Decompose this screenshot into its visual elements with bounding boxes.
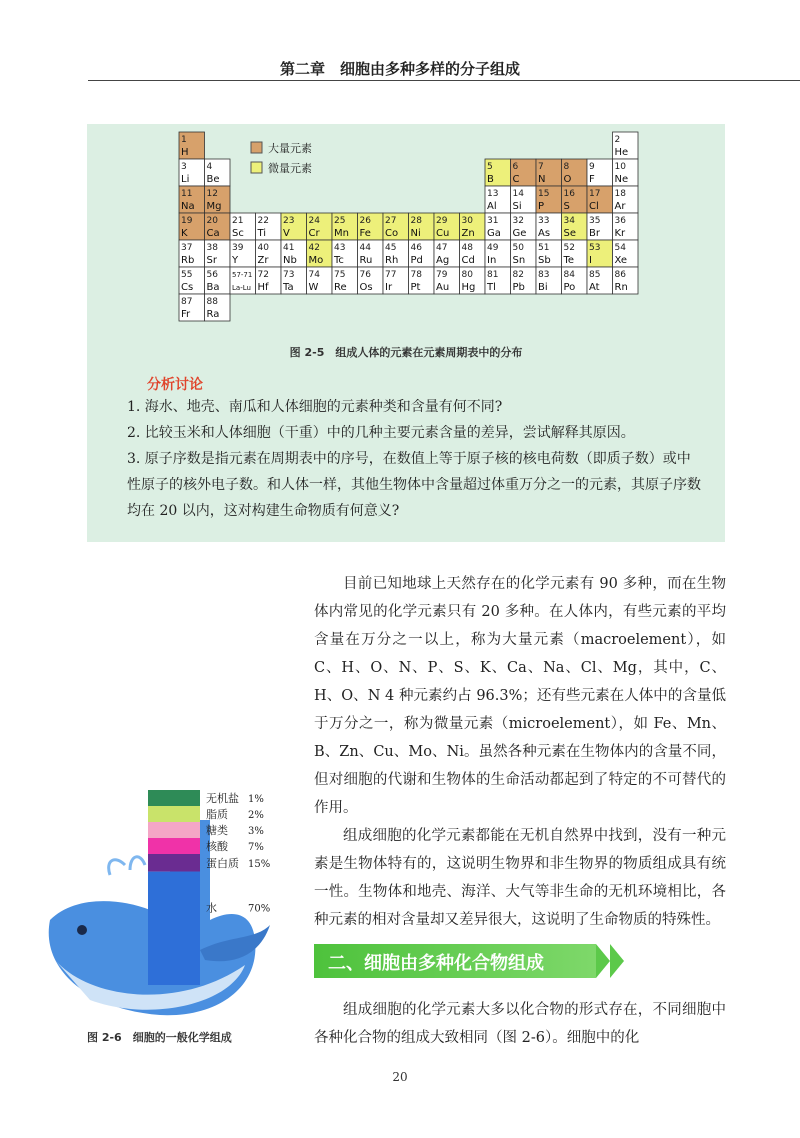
element-number: 2 <box>614 135 621 145</box>
value-label: 1% <box>248 794 264 805</box>
element-symbol: V <box>283 228 290 239</box>
question-3: 3. 原子序数是指元素在周期表中的序号，在数值上等于原子核的核电荷数（即质子数）或中性原子的核外电子数。和人体一样，其他生物体中含量超过体重万分之一的元素，其原子序数均在 20 以内，这对构建生命物质有何意义? <box>127 451 701 519</box>
whale-spout <box>109 857 145 875</box>
element-cell <box>562 213 588 240</box>
element-number: 4 <box>206 162 213 172</box>
element-symbol: Rb <box>181 255 195 266</box>
element-number: 20 <box>206 216 218 226</box>
element-number: 19 <box>181 216 193 226</box>
element-cell <box>358 213 384 240</box>
element-cell <box>613 267 639 294</box>
element-number: 17 <box>589 189 601 199</box>
element-cell <box>613 186 639 213</box>
category-label: 脂质 <box>206 808 228 821</box>
element-symbol: Ag <box>436 255 450 266</box>
element-number: 41 <box>283 243 295 253</box>
element-cell <box>179 132 205 159</box>
figure-2-5-caption: 图 2-5 组成人体的元素在元素周期表中的分布 <box>289 346 523 359</box>
element-cell <box>562 267 588 294</box>
element-symbol: Y <box>232 255 239 266</box>
element-symbol: Al <box>487 201 497 212</box>
element-symbol: Hg <box>461 282 476 293</box>
element-cell <box>256 240 282 267</box>
element-symbol: Ga <box>487 228 501 239</box>
element-symbol: Fe <box>359 228 371 239</box>
element-number: 27 <box>385 216 397 226</box>
element-symbol: Bi <box>538 282 548 293</box>
element-number: 13 <box>487 189 499 199</box>
element-number: 51 <box>538 243 550 253</box>
bar-segment <box>148 872 200 985</box>
element-number: 26 <box>359 216 371 226</box>
whale-eye <box>77 925 87 935</box>
element-cell <box>409 240 435 267</box>
category-label: 水 <box>206 901 217 915</box>
element-number: 33 <box>538 216 550 226</box>
element-number: 54 <box>614 243 626 253</box>
element-number: 75 <box>334 270 346 280</box>
element-number: 23 <box>283 216 295 226</box>
element-number: 39 <box>232 243 244 253</box>
element-cell <box>383 240 409 267</box>
element-symbol: Cu <box>436 228 450 239</box>
element-cell <box>562 240 588 267</box>
element-symbol: Zn <box>461 228 475 239</box>
element-cell <box>409 267 435 294</box>
element-symbol: Cs <box>181 282 194 293</box>
element-number: 53 <box>589 243 601 253</box>
bar-segment <box>148 838 200 854</box>
element-cell <box>587 240 613 267</box>
element-cell <box>587 213 613 240</box>
element-symbol: N <box>538 174 546 185</box>
element-cell <box>511 240 537 267</box>
element-symbol: Cl <box>589 201 599 212</box>
element-symbol: Se <box>563 228 576 239</box>
value-label: 70% <box>248 903 271 915</box>
element-number: 7 <box>538 162 544 172</box>
section-title: 二、细胞由多种化合物组成 <box>328 953 544 974</box>
element-cell <box>205 267 231 294</box>
element-number: 87 <box>181 297 193 307</box>
element-symbol: In <box>487 255 497 266</box>
element-number: 3 <box>181 162 187 172</box>
element-symbol: Br <box>589 228 600 239</box>
element-number: 52 <box>563 243 575 253</box>
element-cell <box>562 186 588 213</box>
element-cell <box>485 186 511 213</box>
element-cell <box>332 267 358 294</box>
element-symbol: Pt <box>410 282 421 293</box>
element-cell <box>460 240 486 267</box>
element-number: 1 <box>181 135 187 145</box>
element-cell <box>332 240 358 267</box>
element-number: 84 <box>563 270 575 280</box>
section-banner <box>314 944 596 978</box>
legend-label: 微量元素 <box>268 162 312 175</box>
element-cell <box>358 240 384 267</box>
element-number: 12 <box>206 189 218 199</box>
element-cell <box>205 213 231 240</box>
element-cell <box>307 267 333 294</box>
element-symbol: Ir <box>385 282 393 293</box>
element-symbol: Tc <box>334 255 344 266</box>
element-symbol: Po <box>563 282 576 293</box>
element-number: 82 <box>512 270 524 280</box>
element-number: 36 <box>614 216 626 226</box>
element-number: 56 <box>206 270 218 280</box>
element-symbol: Sc <box>232 228 244 239</box>
element-symbol: Mn <box>334 228 349 239</box>
element-symbol: La-Lu <box>232 284 251 292</box>
legend-swatch <box>251 162 262 173</box>
element-symbol: As <box>538 228 551 239</box>
element-number: 11 <box>181 189 193 199</box>
bar-segment <box>148 822 200 838</box>
element-cell <box>281 240 307 267</box>
element-symbol: Mo <box>308 255 324 266</box>
element-cell <box>281 267 307 294</box>
legend-label: 大量元素 <box>268 142 312 155</box>
element-number: 49 <box>487 243 499 253</box>
element-symbol: K <box>181 228 188 239</box>
element-cell <box>434 213 460 240</box>
value-label: 15% <box>248 858 271 870</box>
cell-composition-figure <box>30 760 290 1022</box>
element-cell <box>613 132 639 159</box>
element-number: 81 <box>487 270 499 280</box>
element-number: 35 <box>589 216 601 226</box>
element-cell <box>587 267 613 294</box>
element-symbol: I <box>589 255 592 266</box>
element-cell <box>485 213 511 240</box>
element-number: 21 <box>232 216 244 226</box>
element-symbol: Cr <box>308 228 320 239</box>
paragraph-3: 组成细胞的化学元素大多以化合物的形式存在，不同细胞中各种化合物的组成大致相同（图 2-6）。细胞中的化 <box>314 1002 726 1046</box>
element-number: 55 <box>181 270 193 280</box>
element-symbol: Li <box>181 174 190 185</box>
element-symbol: Ra <box>206 309 220 320</box>
element-number: 48 <box>461 243 473 253</box>
element-cell <box>613 159 639 186</box>
element-cell <box>434 267 460 294</box>
bar-segment <box>148 806 200 822</box>
element-cell <box>587 159 613 186</box>
element-number: 78 <box>410 270 422 280</box>
element-number: 73 <box>283 270 295 280</box>
value-label: 2% <box>248 810 264 821</box>
category-label: 糖类 <box>206 824 228 837</box>
element-symbol: Be <box>206 174 220 185</box>
element-symbol: S <box>563 201 570 212</box>
element-number: 86 <box>614 270 626 280</box>
element-symbol: C <box>512 174 520 185</box>
element-number: 80 <box>461 270 473 280</box>
element-cell <box>613 213 639 240</box>
element-symbol: Tl <box>487 282 496 293</box>
element-number: 74 <box>308 270 320 280</box>
element-symbol: Rn <box>614 282 628 293</box>
element-cell <box>536 159 562 186</box>
element-number: 44 <box>359 243 371 253</box>
paragraph-1: 目前已知地球上天然存在的化学元素有 90 多种，而在生物体内常见的化学元素只有 20 多种。在人体内，有些元素的平均含量在万分之一以上，称为大量元素（macroelement），如 C、H、O、N、P、S、K、Ca、Na、Cl、Mg，其中，C、H、O、N 4 种元素约占 96.3%；还有些元素在人体中的含量低于万分之一，称为微量元素（microelement），如 Fe、Mn、B、Zn、Cu、Mo、Ni。虽然各种元素在生物体内的含量不同，但对细胞的代谢和生物体的生命活动都起到了特定的不可替代的作用。 <box>314 576 726 816</box>
element-symbol: Pd <box>410 255 423 266</box>
element-number: 31 <box>487 216 499 226</box>
element-cell <box>179 186 205 213</box>
page-header <box>0 0 800 82</box>
element-cell <box>205 240 231 267</box>
element-number: 28 <box>410 216 422 226</box>
element-number: 25 <box>334 216 346 226</box>
category-label: 蛋白质 <box>206 856 239 870</box>
bar-segment <box>148 854 200 872</box>
element-symbol: Os <box>359 282 373 293</box>
element-cell <box>485 159 511 186</box>
element-symbol: Zr <box>257 255 269 266</box>
element-cell <box>536 267 562 294</box>
element-symbol: Mg <box>206 201 222 212</box>
element-cell <box>358 267 384 294</box>
element-symbol: H <box>181 147 189 158</box>
element-number: 14 <box>512 189 524 199</box>
paragraph-2: 组成细胞的化学元素都能在无机自然界中找到，没有一种元素是生物体特有的，这说明生物界和非生物界的物质组成具有统一性。生物体和地壳、海洋、大气等非生命的无机环境相比，各种元素的相对含量却又差异很大，这说明了生命物质的特殊性。 <box>314 828 726 928</box>
element-number: 77 <box>385 270 397 280</box>
element-symbol: Sr <box>206 255 217 266</box>
element-symbol: Nb <box>283 255 297 266</box>
element-symbol: At <box>589 282 600 293</box>
element-number: 5 <box>487 162 493 172</box>
element-symbol: Hf <box>257 282 269 293</box>
value-label: 7% <box>248 842 264 853</box>
element-number: 34 <box>563 216 575 226</box>
element-number: 50 <box>512 243 524 253</box>
element-symbol: Xe <box>614 255 628 266</box>
element-number: 40 <box>257 243 269 253</box>
element-cell <box>179 294 205 321</box>
element-cell <box>230 213 256 240</box>
element-cell <box>205 159 231 186</box>
element-cell <box>205 294 231 321</box>
header-rule <box>88 80 800 81</box>
element-number: 15 <box>538 189 550 199</box>
element-number: 30 <box>461 216 473 226</box>
element-cell <box>307 240 333 267</box>
element-number: 9 <box>589 162 595 172</box>
element-number: 10 <box>614 162 626 172</box>
element-symbol: Na <box>181 201 195 212</box>
category-label: 无机盐 <box>206 792 239 805</box>
element-number: 37 <box>181 243 193 253</box>
category-label: 核酸 <box>206 840 228 853</box>
element-cell <box>613 240 639 267</box>
element-cell <box>562 159 588 186</box>
periodic-table <box>175 128 645 342</box>
element-cell <box>460 213 486 240</box>
element-number: 79 <box>436 270 448 280</box>
element-cell <box>511 186 537 213</box>
page-number: 20 <box>392 1070 408 1084</box>
element-cell <box>434 240 460 267</box>
element-symbol: W <box>308 282 319 293</box>
element-symbol: B <box>487 174 494 185</box>
element-cell <box>511 213 537 240</box>
element-cell <box>485 240 511 267</box>
element-cell <box>205 186 231 213</box>
element-cell <box>332 213 358 240</box>
element-number: 24 <box>308 216 320 226</box>
element-cell <box>409 213 435 240</box>
element-symbol: Co <box>385 228 399 239</box>
element-cell <box>587 186 613 213</box>
element-cell <box>536 213 562 240</box>
element-number: 88 <box>206 297 218 307</box>
element-cell <box>256 213 282 240</box>
element-symbol: Fr <box>181 309 191 320</box>
element-symbol: Si <box>512 201 522 212</box>
element-number: 18 <box>614 189 626 199</box>
element-cell <box>179 240 205 267</box>
element-number: 42 <box>308 243 320 253</box>
element-cell <box>230 240 256 267</box>
element-cell <box>485 267 511 294</box>
element-number: 43 <box>334 243 346 253</box>
element-number: 29 <box>436 216 448 226</box>
element-cell <box>536 240 562 267</box>
element-symbol: O <box>563 174 572 185</box>
element-number: 32 <box>512 216 524 226</box>
element-symbol: Ta <box>283 282 294 293</box>
element-cell <box>511 267 537 294</box>
element-cell <box>460 267 486 294</box>
element-symbol: Ru <box>359 255 373 266</box>
element-symbol: Sn <box>512 255 526 266</box>
chapter-title: 第二章 细胞由多种多样的分子组成 <box>279 60 520 78</box>
bar-segment <box>148 790 200 806</box>
element-symbol: Ne <box>614 174 629 185</box>
body-text <box>314 570 726 934</box>
element-symbol: Cd <box>461 255 475 266</box>
element-cell <box>383 267 409 294</box>
element-number: 6 <box>512 162 519 172</box>
element-symbol: Kr <box>614 228 626 239</box>
element-cell <box>281 213 307 240</box>
chevron-right-icon <box>596 944 610 978</box>
element-number: 72 <box>257 270 269 280</box>
element-symbol: Te <box>563 255 575 266</box>
element-symbol: Ba <box>206 282 220 293</box>
element-cell <box>511 159 537 186</box>
element-number: 45 <box>385 243 397 253</box>
element-cell <box>383 213 409 240</box>
element-number: 16 <box>563 189 575 199</box>
question-1: 1. 海水、地壳、南瓜和人体细胞的元素种类和含量有何不同? <box>127 399 503 415</box>
element-cell <box>307 213 333 240</box>
discussion-box <box>87 124 725 542</box>
element-symbol: Ge <box>512 228 527 239</box>
element-symbol: Rh <box>385 255 399 266</box>
legend-swatch <box>251 142 262 153</box>
element-symbol: P <box>538 201 545 212</box>
element-number: 46 <box>410 243 422 253</box>
element-symbol: Ar <box>614 201 626 212</box>
element-symbol: He <box>614 147 629 158</box>
element-symbol: Re <box>334 282 347 293</box>
element-symbol: Sb <box>538 255 551 266</box>
element-symbol: Au <box>436 282 450 293</box>
question-2: 2. 比较玉米和人体细胞（干重）中的几种主要元素含量的差异，尝试解释其原因。 <box>127 425 635 441</box>
discussion-title: 分析讨论 <box>147 377 203 393</box>
element-cell <box>179 267 205 294</box>
element-number: 76 <box>359 270 371 280</box>
chevron-right-icon <box>610 944 624 978</box>
element-number: 38 <box>206 243 218 253</box>
element-symbol: F <box>589 174 595 185</box>
element-cell <box>179 159 205 186</box>
element-cell <box>179 213 205 240</box>
element-symbol: Ca <box>206 228 220 239</box>
element-number: 8 <box>563 162 570 172</box>
element-number: 22 <box>257 216 269 226</box>
element-cell <box>230 267 256 294</box>
body-text-continued <box>314 996 726 1052</box>
element-symbol: Pb <box>512 282 525 293</box>
element-symbol: Ti <box>257 228 267 239</box>
element-number: 57-71 <box>232 271 253 279</box>
element-number: 85 <box>589 270 601 280</box>
figure-2-6-caption: 图 2-6 细胞的一般化学组成 <box>87 1031 232 1044</box>
element-number: 83 <box>538 270 550 280</box>
element-number: 47 <box>436 243 448 253</box>
element-cell <box>256 267 282 294</box>
value-label: 3% <box>248 826 264 837</box>
element-cell <box>536 186 562 213</box>
element-symbol: Ni <box>410 228 421 239</box>
